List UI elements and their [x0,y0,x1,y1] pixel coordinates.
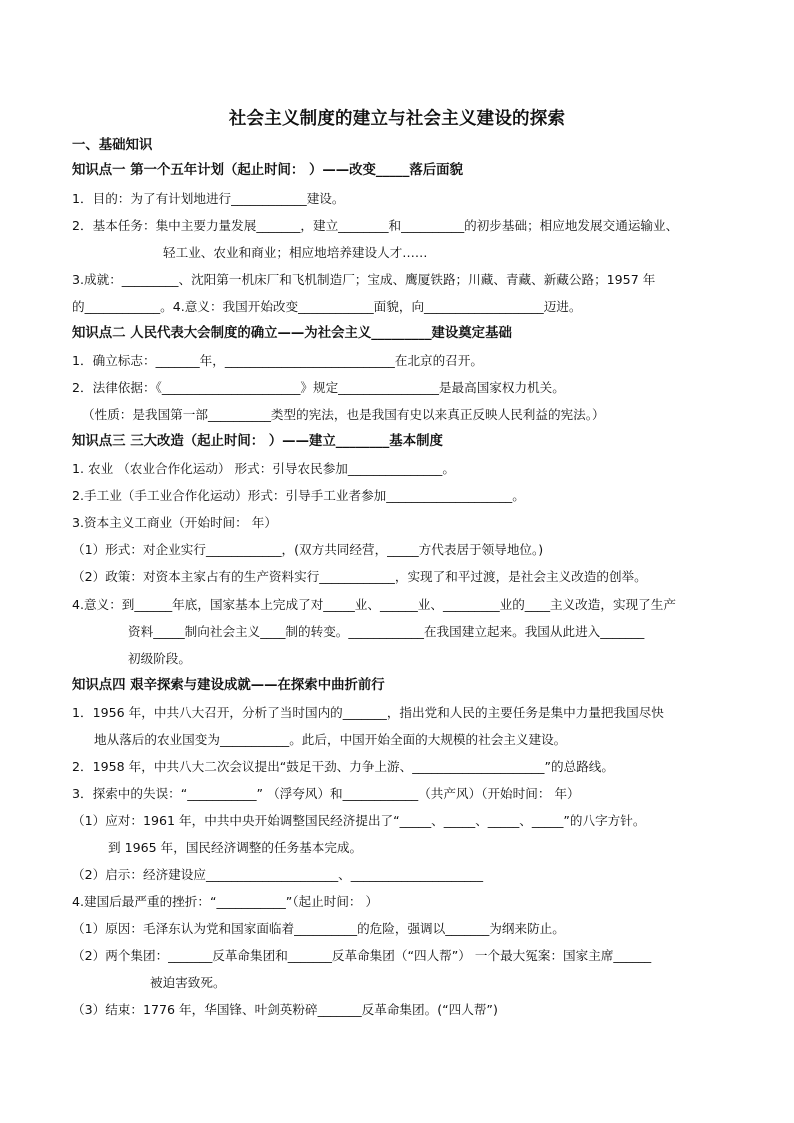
knowledge-point-1-heading: 知识点一 第一个五年计划（起止时间： ）——改变_____落后面貌 [72,163,463,178]
kp2-line-1: 1．确立标志：_______年，___________________________在北京的召开。 [72,353,484,368]
kp1-line-3: 轻工业、农业和商业；相应地培养建设人才…… [163,245,428,260]
kp4-line-6: 到 1965 年，国民经济调整的任务基本完成。 [108,840,363,855]
kp3-line-1: 1. 农业 （农业合作化运动） 形式：引导农民参加_______________。 [72,461,455,476]
kp1-line-1: 1．目的：为了有计划地进行____________建设。 [72,191,345,206]
knowledge-point-3-heading: 知识点三 三大改造（起止时间： ）——建立________基本制度 [72,434,443,449]
kp3-line-4: （1）形式：对企业实行____________，(双方共同经营，_____方代表居于领导地位。) [72,542,544,557]
kp1-line-4: 3.成就：_________、沈阳第一机床厂和飞机制造厂；宝成、鹰厦铁路；川藏、青藏、新藏公路；1957 年 [72,272,656,287]
section-heading-basics: 一、基础知识 [72,138,153,153]
kp2-line-2: 2．法律依据：《______________________》规定________________是最高国家权力机关。 [72,380,565,395]
kp3-line-5: （2）政策：对资本主家占有的生产资料实行____________，实现了和平过渡，是社会主义改造的创举。 [72,569,647,584]
kp4-line-1: 1．1956 年，中共八大召开，分析了当时国内的_______，指出党和人民的主要任务是集中力量把我国尽快 [72,705,664,720]
kp4-line-8: 4.建国后最严重的挫折：“___________”（起止时间： ） [72,894,379,909]
kp4-line-5: （1）应对：1961 年，中共中央开始调整国民经济提出了“_____、_____、_____、_____”的八字方针。 [72,813,646,828]
kp1-line-2: 2．基本任务：集中主要力量发展_______，建立________和__________的初步基础；相应地发展交通运输业、 [72,218,679,233]
kp4-line-9: （1）原因：毛泽东认为党和国家面临着__________的危险，强调以_______为纲来防止。 [72,921,565,936]
kp4-line-7: （2）启示：经济建设应_____________________、_____________________ [72,867,484,882]
kp3-line-7: 资料_____制向社会主义____制的转变。____________在我国建立起来。我国从此进入_______ [128,624,645,639]
kp3-line-3: 3.资本主义工商业（开始时间： 年） [72,515,277,530]
kp4-line-2: 地从落后的农业国变为___________。此后，中国开始全面的大规模的社会主义建设。 [94,732,567,747]
kp4-line-10: （2）两个集团：_______反革命集团和_______反革命集团（“四人帮”） 一个最大冤案：国家主席______ [72,948,652,963]
page-title: 社会主义制度的建立与社会主义建设的探索 [228,109,566,129]
kp3-line-2: 2.手工业（手工业合作化运动）形式：引导手工业者参加____________________。 [72,488,525,503]
kp2-line-3: （性质：是我国第一部__________类型的宪法，也是我国有史以来真正反映人民利益的宪法。） [82,407,605,422]
kp4-line-4: 3．探索中的失误：“___________” （浮夸风）和____________（共产风）（开始时间： 年） [72,786,580,801]
kp4-line-3: 2．1958 年，中共八大二次会议提出“鼓足干劲、力争上游、_____________________”的总路线。 [72,759,614,774]
kp4-line-11: 被迫害致死。 [150,975,226,990]
kp1-line-5: 的____________。4.意义：我国开始改变____________面貌，向___________________迈进。 [72,299,582,314]
kp3-line-6: 4.意义：到______年底，国家基本上完成了对_____业、______业、_________业的____主义改造，实现了生产 [72,597,676,612]
knowledge-point-2-heading: 知识点二 人民代表大会制度的确立——为社会主义_________建设奠定基础 [72,326,512,341]
knowledge-point-4-heading: 知识点四 艰辛探索与建设成就——在探索中曲折前行 [72,678,385,693]
kp4-line-12: （3）结束：1776 年，华国锋、叶剑英粉碎_______反革命集团。(“四人帮”) [72,1002,498,1017]
kp3-line-8: 初级阶段。 [128,651,191,666]
